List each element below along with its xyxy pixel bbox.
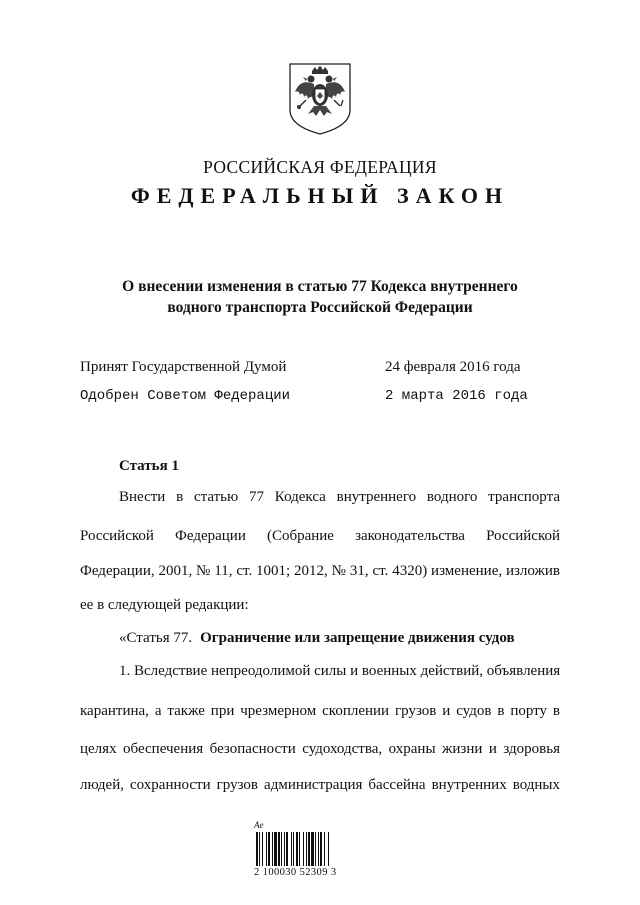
law-title-line-1: О внесении изменения в статью 77 Кодекса внутреннего — [122, 278, 518, 295]
barcode-mark: Ae — [254, 820, 264, 830]
country-name: РОССИЙСКАЯ ФЕДЕРАЦИЯ — [203, 157, 437, 177]
article-77-line-1: 1. Вследствие непреодолимой силы и военных действий, объявления — [119, 663, 561, 679]
article-77-heading — [80, 630, 560, 647]
barcode-number: 2 100030 52309 3 — [254, 867, 337, 878]
article-77-line-2: карантина, а также при чрезмерном скоплении грузов и судов в порту в — [80, 703, 560, 719]
law-title-line-2: водного транспорта Российской Федерации — [167, 299, 473, 316]
law-title — [60, 276, 580, 318]
article-1-line-1: Внести в статью 77 Кодекса внутреннего водного транспорта — [119, 489, 560, 505]
article-1-line-3: Федерации, 2001, № 11, ст. 1001; 2012, № 31, ст. 4320) изменение, изложив — [80, 563, 560, 579]
article-77-name: Ограничение или запрещение движения судов — [200, 630, 515, 646]
council-approval-date: 2 марта 2016 года — [385, 388, 528, 404]
document-type-title: ФЕДЕРАЛЬНЫЙ ЗАКОН — [130, 183, 510, 208]
article-1-line-4: ее в следующей редакции: — [80, 597, 249, 613]
duma-adoption-label: Принят Государственной Думой — [80, 359, 287, 375]
barcode-icon — [256, 832, 356, 866]
council-approval-label: Одобрен Советом Федерации — [80, 388, 291, 404]
article-1-line-2: Российской Федерации (Собрание законодательства Российской — [80, 528, 560, 544]
barcode-block — [254, 820, 384, 882]
article-1-heading: Статья 1 — [119, 458, 179, 474]
article-77-line-3: целях обеспечения безопасности судоходства, охраны жизни и здоровья — [80, 741, 560, 757]
coat-of-arms-icon — [286, 62, 354, 136]
article-77-line-4: людей, сохранности грузов администрация бассейна внутренних водных — [80, 777, 560, 793]
duma-adoption-date: 24 февраля 2016 года — [385, 359, 521, 375]
article-77-ref: «Статья 77. — [119, 630, 193, 646]
